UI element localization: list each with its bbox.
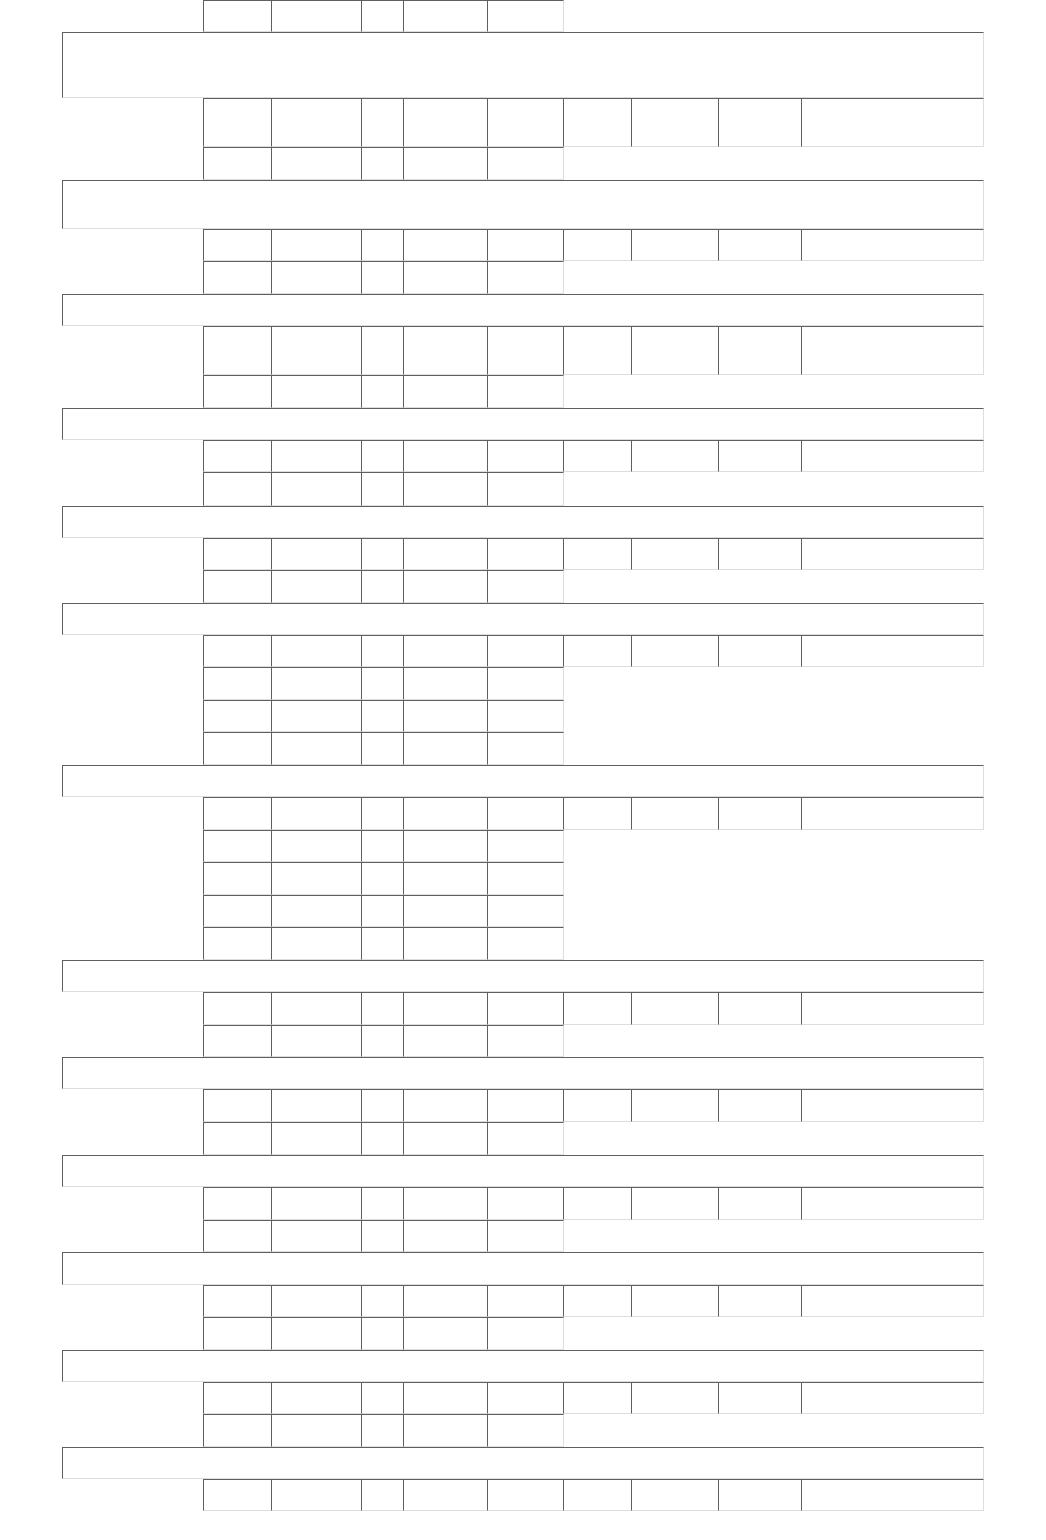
section-10-sub-row-1-cell-1 <box>203 1220 272 1252</box>
section-10-main-row-cell-4 <box>403 1187 488 1220</box>
top-row-cell-3 <box>361 0 404 32</box>
section-3-main-row-cell-7 <box>631 326 719 375</box>
section-9-main-row-cell-3 <box>361 1089 404 1122</box>
section-6-sub-row-1-cell-5 <box>487 667 564 700</box>
section-10-main-row-cell-3 <box>361 1187 404 1220</box>
section-8-main-row-cell-1 <box>203 992 272 1025</box>
section-2-sub-row-1-cell-4 <box>403 261 488 294</box>
section-10-main-row-cell-8 <box>718 1187 802 1220</box>
section-8-main-row-cell-5 <box>487 992 564 1025</box>
section-9-main-row-cell-4 <box>403 1089 488 1122</box>
section-5-main-row-cell-6 <box>563 538 632 570</box>
section-1-sub-row-1-cell-2 <box>271 147 362 180</box>
section-10-sub-row-1-cell-2 <box>271 1220 362 1252</box>
section-7-sub-row-1-cell-2 <box>271 830 362 862</box>
section-10-sub-row-1-cell-3 <box>361 1220 404 1252</box>
section-1-main-row-cell-6 <box>563 98 632 147</box>
section-10-main-row-cell-6 <box>563 1187 632 1220</box>
section-2-main-row-cell-7 <box>631 229 719 261</box>
section-12-sub-row-1-cell-3 <box>361 1414 404 1447</box>
section-2-main-row-cell-4 <box>403 229 488 261</box>
section-2-main-row-cell-3 <box>361 229 404 261</box>
section-4-sub-row-1-cell-3 <box>361 472 404 506</box>
section-12-main-row-cell-1 <box>203 1382 272 1414</box>
section-7-sub-row-3-cell-5 <box>487 895 564 927</box>
section-7-sub-row-2-cell-5 <box>487 862 564 895</box>
section-6-main-row-cell-4 <box>403 635 488 667</box>
section-3-main-row-cell-1 <box>203 326 272 375</box>
section-2-main-row-cell-5 <box>487 229 564 261</box>
section-12-sub-row-1-cell-5 <box>487 1414 564 1447</box>
section-8-main-row-cell-2 <box>271 992 362 1025</box>
section-12-sub-row-1-cell-1 <box>203 1414 272 1447</box>
section-4-main-row-cell-4 <box>403 440 488 472</box>
section-8-sub-row-1-cell-5 <box>487 1025 564 1057</box>
section-11-main-row-cell-4 <box>403 1285 488 1317</box>
section-8-main-row-cell-9 <box>801 992 984 1025</box>
section-7-sub-row-1-cell-4 <box>403 830 488 862</box>
section-6-sub-row-1-cell-3 <box>361 667 404 700</box>
section-13-main-row-cell-5 <box>487 1479 564 1511</box>
section-8-main-row-cell-7 <box>631 992 719 1025</box>
section-4-main-row-cell-7 <box>631 440 719 472</box>
section-12-sub-row-1-cell-4 <box>403 1414 488 1447</box>
section-13-main-row-cell-1 <box>203 1479 272 1511</box>
section-6-sub-row-2-cell-4 <box>403 700 488 732</box>
section-5-sub-row-1-cell-5 <box>487 570 564 603</box>
section-4-main-row-cell-1 <box>203 440 272 472</box>
section-6-sub-row-3-cell-4 <box>403 732 488 765</box>
section-header-band <box>62 1252 984 1285</box>
section-9-main-row-cell-7 <box>631 1089 719 1122</box>
section-5-sub-row-1-cell-3 <box>361 570 404 603</box>
section-header-band <box>62 765 984 797</box>
section-8-main-row-cell-3 <box>361 992 404 1025</box>
section-1-main-row-cell-7 <box>631 98 719 147</box>
section-9-sub-row-1-cell-1 <box>203 1122 272 1155</box>
section-6-sub-row-2-cell-3 <box>361 700 404 732</box>
section-3-sub-row-1-cell-4 <box>403 375 488 408</box>
section-11-sub-row-1-cell-1 <box>203 1317 272 1350</box>
section-12-main-row-cell-8 <box>718 1382 802 1414</box>
section-7-sub-row-2-cell-2 <box>271 862 362 895</box>
section-13-main-row-cell-7 <box>631 1479 719 1511</box>
section-2-sub-row-1-cell-3 <box>361 261 404 294</box>
section-7-sub-row-3-cell-3 <box>361 895 404 927</box>
section-4-main-row-cell-6 <box>563 440 632 472</box>
section-7-sub-row-1-cell-1 <box>203 830 272 862</box>
section-3-main-row-cell-8 <box>718 326 802 375</box>
section-13-main-row-cell-4 <box>403 1479 488 1511</box>
section-7-main-row-cell-3 <box>361 797 404 830</box>
section-11-sub-row-1-cell-2 <box>271 1317 362 1350</box>
section-7-sub-row-4-cell-1 <box>203 927 272 960</box>
section-4-sub-row-1-cell-4 <box>403 472 488 506</box>
section-6-sub-row-3-cell-3 <box>361 732 404 765</box>
section-2-sub-row-1-cell-2 <box>271 261 362 294</box>
section-1-sub-row-1-cell-5 <box>487 147 564 180</box>
section-10-main-row-cell-1 <box>203 1187 272 1220</box>
section-2-sub-row-1-cell-1 <box>203 261 272 294</box>
section-11-main-row-cell-8 <box>718 1285 802 1317</box>
section-8-sub-row-1-cell-3 <box>361 1025 404 1057</box>
section-5-main-row-cell-4 <box>403 538 488 570</box>
section-1-main-row-cell-5 <box>487 98 564 147</box>
section-7-sub-row-4-cell-3 <box>361 927 404 960</box>
section-3-main-row-cell-4 <box>403 326 488 375</box>
section-9-main-row-cell-9 <box>801 1089 984 1122</box>
section-7-sub-row-4-cell-5 <box>487 927 564 960</box>
section-10-main-row-cell-2 <box>271 1187 362 1220</box>
top-row-cell-4 <box>403 0 488 32</box>
section-11-main-row-cell-1 <box>203 1285 272 1317</box>
section-header-band <box>62 1350 984 1382</box>
section-5-sub-row-1-cell-4 <box>403 570 488 603</box>
section-4-sub-row-1-cell-2 <box>271 472 362 506</box>
section-5-sub-row-1-cell-1 <box>203 570 272 603</box>
section-12-main-row-cell-5 <box>487 1382 564 1414</box>
section-6-sub-row-1-cell-4 <box>403 667 488 700</box>
section-5-main-row-cell-5 <box>487 538 564 570</box>
section-4-main-row-cell-2 <box>271 440 362 472</box>
section-4-main-row-cell-8 <box>718 440 802 472</box>
section-10-main-row-cell-9 <box>801 1187 984 1220</box>
section-8-main-row-cell-6 <box>563 992 632 1025</box>
section-5-main-row-cell-2 <box>271 538 362 570</box>
section-11-main-row-cell-5 <box>487 1285 564 1317</box>
section-2-sub-row-1-cell-5 <box>487 261 564 294</box>
section-13-main-row-cell-8 <box>718 1479 802 1511</box>
section-7-sub-row-3-cell-2 <box>271 895 362 927</box>
section-4-sub-row-1-cell-5 <box>487 472 564 506</box>
section-header-band <box>62 1447 984 1479</box>
section-header-band <box>62 408 984 440</box>
section-1-sub-row-1-cell-3 <box>361 147 404 180</box>
section-12-main-row-cell-4 <box>403 1382 488 1414</box>
section-4-main-row-cell-9 <box>801 440 984 472</box>
section-3-sub-row-1-cell-2 <box>271 375 362 408</box>
section-6-main-row-cell-9 <box>801 635 984 667</box>
section-6-sub-row-2-cell-2 <box>271 700 362 732</box>
section-11-main-row-cell-2 <box>271 1285 362 1317</box>
section-1-main-row-cell-1 <box>203 98 272 147</box>
section-13-main-row-cell-2 <box>271 1479 362 1511</box>
section-1-main-row-cell-4 <box>403 98 488 147</box>
section-3-main-row-cell-5 <box>487 326 564 375</box>
section-9-main-row-cell-5 <box>487 1089 564 1122</box>
section-3-main-row-cell-2 <box>271 326 362 375</box>
section-13-main-row-cell-6 <box>563 1479 632 1511</box>
section-8-sub-row-1-cell-1 <box>203 1025 272 1057</box>
section-header-band <box>62 506 984 538</box>
section-header-band <box>62 960 984 992</box>
section-12-main-row-cell-9 <box>801 1382 984 1414</box>
section-8-sub-row-1-cell-4 <box>403 1025 488 1057</box>
section-7-sub-row-2-cell-1 <box>203 862 272 895</box>
section-7-main-row-cell-2 <box>271 797 362 830</box>
top-row-cell-2 <box>271 0 362 32</box>
section-2-main-row-cell-6 <box>563 229 632 261</box>
top-row-cell-5 <box>487 0 564 32</box>
section-5-main-row-cell-9 <box>801 538 984 570</box>
section-header-band <box>62 180 984 229</box>
section-6-main-row-cell-2 <box>271 635 362 667</box>
section-header-band <box>62 32 984 98</box>
section-6-main-row-cell-8 <box>718 635 802 667</box>
section-7-main-row-cell-5 <box>487 797 564 830</box>
section-7-sub-row-4-cell-4 <box>403 927 488 960</box>
section-10-sub-row-1-cell-4 <box>403 1220 488 1252</box>
section-7-sub-row-2-cell-3 <box>361 862 404 895</box>
section-1-sub-row-1-cell-4 <box>403 147 488 180</box>
section-header-band <box>62 1057 984 1089</box>
section-12-main-row-cell-6 <box>563 1382 632 1414</box>
section-2-main-row-cell-8 <box>718 229 802 261</box>
section-11-sub-row-1-cell-5 <box>487 1317 564 1350</box>
section-4-sub-row-1-cell-1 <box>203 472 272 506</box>
section-6-sub-row-1-cell-2 <box>271 667 362 700</box>
section-7-sub-row-4-cell-2 <box>271 927 362 960</box>
section-13-main-row-cell-9 <box>801 1479 984 1511</box>
section-9-sub-row-1-cell-4 <box>403 1122 488 1155</box>
section-2-main-row-cell-2 <box>271 229 362 261</box>
section-10-sub-row-1-cell-5 <box>487 1220 564 1252</box>
section-12-main-row-cell-7 <box>631 1382 719 1414</box>
section-7-sub-row-2-cell-4 <box>403 862 488 895</box>
section-8-main-row-cell-4 <box>403 992 488 1025</box>
section-7-main-row-cell-4 <box>403 797 488 830</box>
section-6-main-row-cell-6 <box>563 635 632 667</box>
section-12-main-row-cell-2 <box>271 1382 362 1414</box>
section-4-main-row-cell-3 <box>361 440 404 472</box>
section-9-main-row-cell-1 <box>203 1089 272 1122</box>
section-5-main-row-cell-8 <box>718 538 802 570</box>
section-1-main-row-cell-8 <box>718 98 802 147</box>
section-9-main-row-cell-6 <box>563 1089 632 1122</box>
section-4-main-row-cell-5 <box>487 440 564 472</box>
section-1-main-row-cell-3 <box>361 98 404 147</box>
section-8-main-row-cell-8 <box>718 992 802 1025</box>
section-7-main-row-cell-6 <box>563 797 632 830</box>
section-8-sub-row-1-cell-2 <box>271 1025 362 1057</box>
section-7-main-row-cell-8 <box>718 797 802 830</box>
section-3-main-row-cell-3 <box>361 326 404 375</box>
section-9-sub-row-1-cell-5 <box>487 1122 564 1155</box>
section-3-main-row-cell-9 <box>801 326 984 375</box>
section-6-sub-row-3-cell-2 <box>271 732 362 765</box>
section-10-main-row-cell-5 <box>487 1187 564 1220</box>
section-2-main-row-cell-1 <box>203 229 272 261</box>
section-5-sub-row-1-cell-2 <box>271 570 362 603</box>
section-11-sub-row-1-cell-4 <box>403 1317 488 1350</box>
section-6-sub-row-3-cell-5 <box>487 732 564 765</box>
section-7-sub-row-1-cell-5 <box>487 830 564 862</box>
section-3-sub-row-1-cell-1 <box>203 375 272 408</box>
section-6-main-row-cell-3 <box>361 635 404 667</box>
section-1-main-row-cell-2 <box>271 98 362 147</box>
section-5-main-row-cell-1 <box>203 538 272 570</box>
section-7-main-row-cell-9 <box>801 797 984 830</box>
top-row-cell-1 <box>203 0 272 32</box>
section-9-sub-row-1-cell-3 <box>361 1122 404 1155</box>
section-11-main-row-cell-9 <box>801 1285 984 1317</box>
section-9-sub-row-1-cell-2 <box>271 1122 362 1155</box>
section-11-main-row-cell-6 <box>563 1285 632 1317</box>
section-5-main-row-cell-3 <box>361 538 404 570</box>
section-7-sub-row-3-cell-1 <box>203 895 272 927</box>
section-6-main-row-cell-5 <box>487 635 564 667</box>
section-7-sub-row-1-cell-3 <box>361 830 404 862</box>
section-header-band <box>62 294 984 326</box>
section-9-main-row-cell-2 <box>271 1089 362 1122</box>
section-12-main-row-cell-3 <box>361 1382 404 1414</box>
section-9-main-row-cell-8 <box>718 1089 802 1122</box>
section-6-main-row-cell-7 <box>631 635 719 667</box>
section-10-main-row-cell-7 <box>631 1187 719 1220</box>
section-header-band <box>62 1155 984 1187</box>
section-6-sub-row-3-cell-1 <box>203 732 272 765</box>
section-11-main-row-cell-7 <box>631 1285 719 1317</box>
section-1-sub-row-1-cell-1 <box>203 147 272 180</box>
section-2-main-row-cell-9 <box>801 229 984 261</box>
section-6-sub-row-2-cell-5 <box>487 700 564 732</box>
section-6-sub-row-1-cell-1 <box>203 667 272 700</box>
section-11-sub-row-1-cell-3 <box>361 1317 404 1350</box>
section-6-sub-row-2-cell-1 <box>203 700 272 732</box>
section-6-main-row-cell-1 <box>203 635 272 667</box>
section-7-main-row-cell-7 <box>631 797 719 830</box>
section-3-sub-row-1-cell-5 <box>487 375 564 408</box>
section-7-sub-row-3-cell-4 <box>403 895 488 927</box>
section-header-band <box>62 603 984 635</box>
section-1-main-row-cell-9 <box>801 98 984 147</box>
section-3-sub-row-1-cell-3 <box>361 375 404 408</box>
section-11-main-row-cell-3 <box>361 1285 404 1317</box>
section-12-sub-row-1-cell-2 <box>271 1414 362 1447</box>
section-5-main-row-cell-7 <box>631 538 719 570</box>
section-13-main-row-cell-3 <box>361 1479 404 1511</box>
section-3-main-row-cell-6 <box>563 326 632 375</box>
section-7-main-row-cell-1 <box>203 797 272 830</box>
